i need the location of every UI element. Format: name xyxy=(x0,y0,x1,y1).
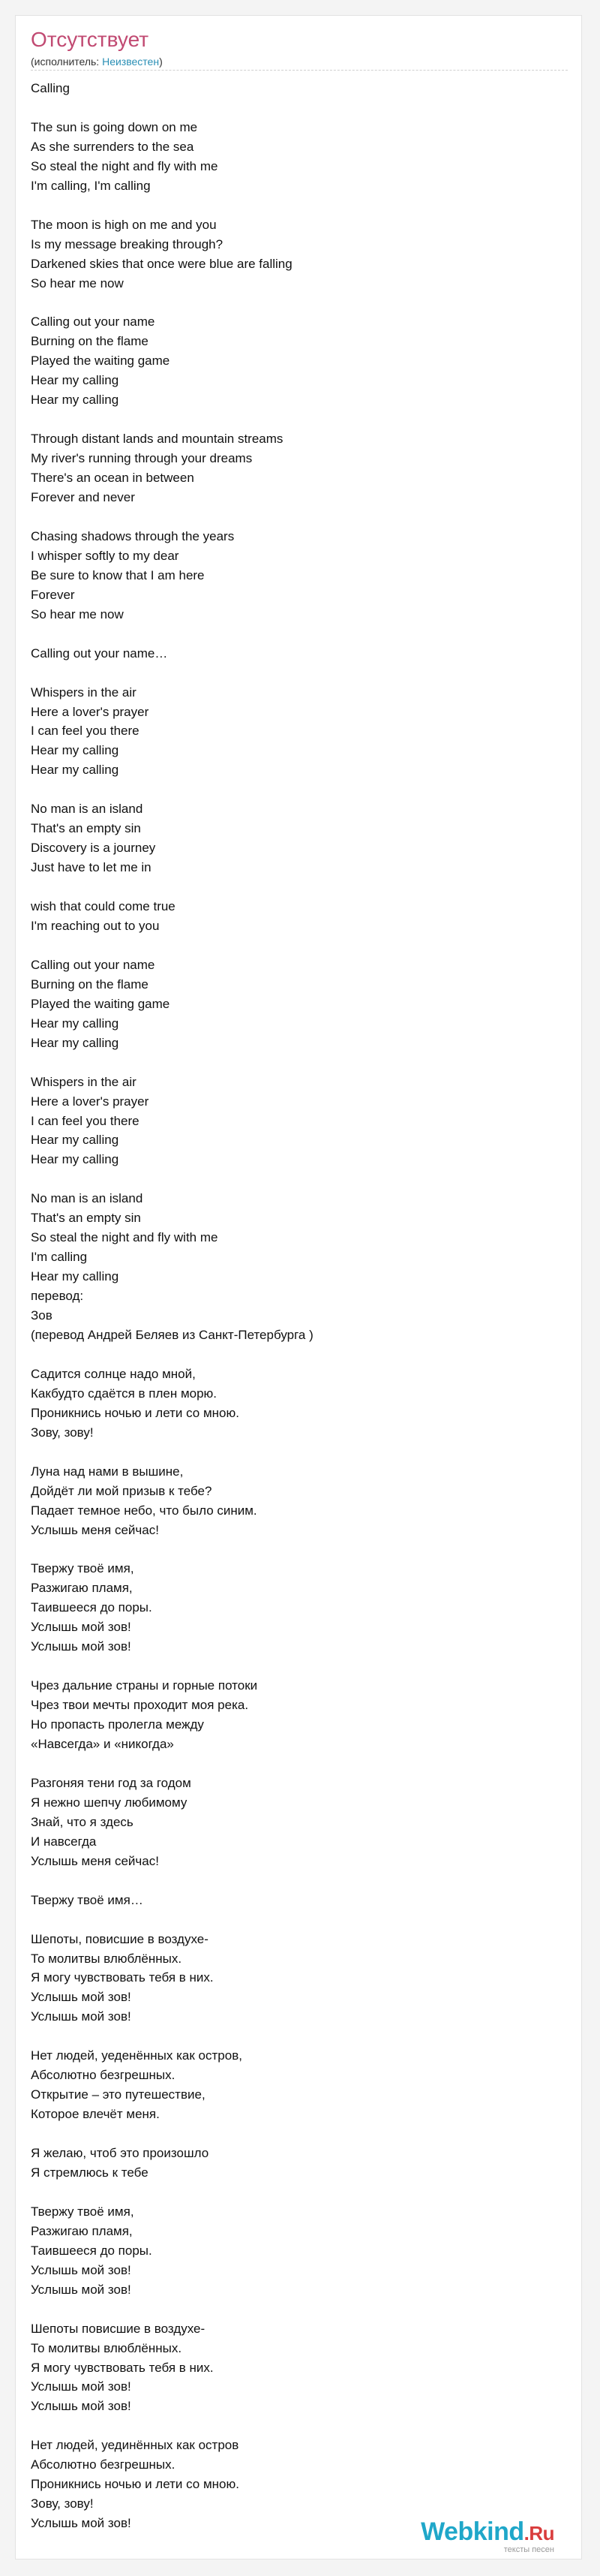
performer-suffix: ) xyxy=(159,56,163,68)
lyrics-text: Calling The sun is going down on me As she surrenders to the sea So steal the night and fly with me I'm calling, I'm calling The moon is high on me and you Is my message breaking through? Darkened skies that once were blue are falling So hear me now Calling out your name Burning on the flame Played the waiting game Hear my calling Hear my calling Through distant lands and mountain streams My river's running through your dreams There's an ocean in between Forever and never Chasing shadows through the years I whisper softly to my dear Be sure to know that I am here Forever So hear me now Calling out your name… Whispers in the air Here a lover's prayer I can feel you there Hear my calling Hear my calling No man is an island That's an empty sin Discovery is a journey Just have to let me in wish that could come true I'm reaching out to you Calling out your name Burning on the flame Played the waiting game Hear my calling Hear my calling Whispers in the air Here a lover's prayer I can feel you there Hear my calling Hear my calling No man is an island That's an empty sin So steal the night and fly with me I'm calling Hear my calling перевод: Зов (перевод Андрей Беляев из Санкт-Петербурга ) Садится солнце надо мной, Какбудто сдаётся в плен морю. Проникнись ночью и лети со мною. Зову, зову! Луна над нами в вышине, Дойдёт ли мой призыв к тебе? Падает темное небо, что было синим. Услышь меня сейчас! Твержу твоё имя, Разжигаю пламя, Таившееся до поры. Услышь мой зов! Услышь мой зов! Чрез дальние страны и горные потоки Чрез твои мечты проходит моя река. Но пропасть пролегла между «Навсегда» и «никогда» Разгоняя тени год за годом Я нежно шепчу любимому Знай, что я здесь И навсегда Услышь меня сейчас! Твержу твоё имя… Шепоты, повисшие в воздухе- То молитвы влюблённых. Я могу чувствовать тебя в них. Услышь мой зов! Услышь мой зов! Нет людей, уеденённых как остров, Абсолютно безгрешных. Открытие – это путешествие, Которое влечёт меня. Я желаю, чтоб это произошло Я стремлюсь к тебе Твержу твоё имя, Разжигаю пламя, Таившееся до поры. Услышь мой зов! Услышь мой зов! Шепоты повисшие в воздухе- То молитвы влюблённых. Я могу чувствовать тебя в них. Услышь мой зов! Услышь мой зов! Нет людей, уединённых как остров Абсолютно безгрешных. Проникнись ночью и лети со мною. Зову, зову! Услышь мой зов! xyxy=(31,81,314,2531)
lyrics-card xyxy=(15,15,582,2559)
performer-link[interactable]: Неизвестен xyxy=(102,56,160,68)
logo-tagline: тексты песен xyxy=(503,2545,554,2554)
logo-name: Webkind xyxy=(421,2517,524,2546)
performer-line xyxy=(31,55,163,68)
logo-wordmark xyxy=(421,2518,554,2547)
logo-tld: .Ru xyxy=(524,2522,554,2544)
site-logo[interactable] xyxy=(421,2518,554,2554)
song-title: Отсутствует xyxy=(31,28,149,51)
header-divider xyxy=(31,70,568,71)
performer-prefix: (исполнитель: xyxy=(31,56,103,68)
